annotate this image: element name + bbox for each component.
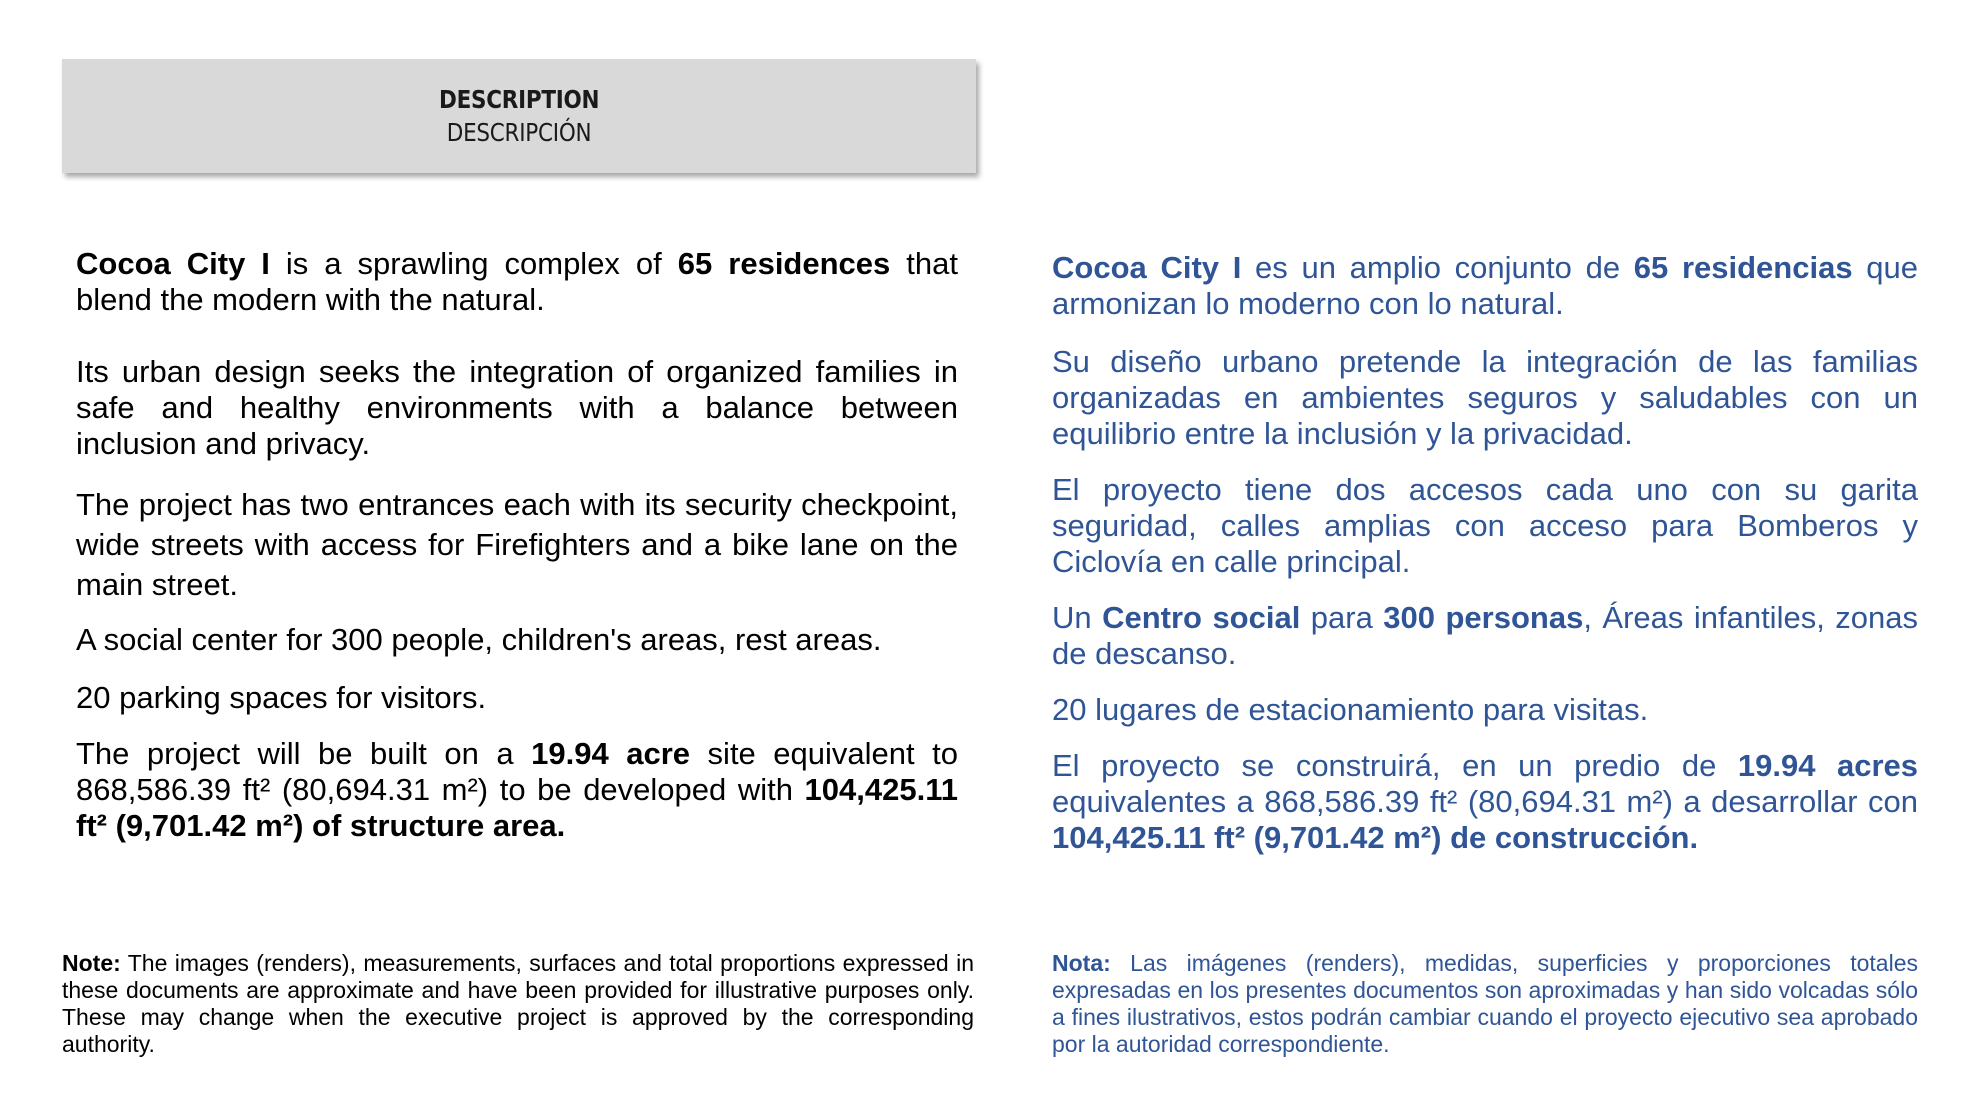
es-paragraph-social-center [1052,600,1918,672]
es-social-text-1: Un [1052,600,1103,635]
spanish-note [1052,950,1918,1058]
es-paragraph-site [1052,748,1918,856]
english-note [62,950,974,1058]
en-intro-text-1: is a sprawling complex of [269,246,678,281]
en-paragraph-intro [76,246,958,318]
en-paragraph-urban-design: Its urban design seeks the integration of organized families in safe and healthy environments with a balance between inclusion and privacy. [76,354,958,461]
en-project-name: Cocoa City I [76,246,270,281]
es-site-acres: 19.94 acres [1737,748,1919,783]
en-structure-area: 104,425.11 ft² (9,701.42 m²) of structure area. [76,772,958,843]
en-note-text: The images (renders), measurements, surfaces and total proportions expressed in these documents are approximate and have been provided for illustrative purposes only. These may change when the executive project is approved by the corresponding authority. [62,950,974,1057]
en-site-text-2: site equivalent to 868,586.39 ft² (80,694.31 m²) to be developed with [76,736,959,807]
es-paragraph-entrances: El proyecto tiene dos accesos cada uno con su garita seguridad, calles amplias con acceso para Bomberos y Ciclovía en calle principal. [1052,472,1918,579]
es-social-text-3: , Áreas infantiles, zonas de descanso. [1052,600,1918,671]
description-header [62,59,976,173]
es-residences-count: 65 residencias [1633,250,1853,285]
es-construction-area: 104,425.11 ft² (9,701.42 m²) de construcción. [1052,820,1699,855]
en-site-acres: 19.94 acre [531,736,691,771]
es-note-label: Nota: [1052,950,1111,976]
en-note-label: Note: [62,950,121,976]
es-people-count: 300 personas [1383,600,1584,635]
en-paragraph-parking: 20 parking spaces for visitors. [76,680,487,715]
es-paragraph-intro [1052,250,1918,322]
es-project-name: Cocoa City I [1052,250,1242,285]
header-title-es: DESCRIPCIÓN [446,118,592,147]
en-intro-text-2: that blend the modern with the natural. [76,246,958,317]
es-intro-text-1: es un amplio conjunto de [1241,250,1634,285]
en-paragraph-social-center: A social center for 300 people, children's areas, rest areas. [76,622,882,657]
es-note-text: Las imágenes (renders), medidas, superficies y proporciones totales expresadas en los presentes documentos son aproximadas y han sido volcadas sólo a fines ilustrativos, estos podrán cambiar cuando el proyecto ejecutivo sea aprobado por la autoridad correspondiente. [1052,950,1918,1057]
es-paragraph-urban-design: Su diseño urbano pretende la integración de las familias organizadas en ambientes seguros y saludables con un equilibrio entre la inclusión y la privacidad. [1052,344,1918,451]
en-paragraph-site [76,736,958,844]
es-paragraph-parking: 20 lugares de estacionamiento para visitas. [1052,692,1649,727]
en-residences-count: 65 residences [677,246,891,281]
en-site-text-1: The project will be built on a [76,736,532,771]
es-intro-text-2: que armonizan lo moderno con lo natural. [1052,250,1919,321]
es-social-center: Centro social [1102,600,1301,635]
es-social-text-2: para [1300,600,1384,635]
en-paragraph-entrances: The project has two entrances each with its security checkpoint, wide streets with access for Firefighters and a bike lane on the main street. [76,487,958,602]
es-site-text-2: equivalentes a 868,586.39 ft² (80,694.31 m²) a desarrollar con [1052,784,1918,819]
header-title-en: DESCRIPTION [438,85,600,114]
es-site-text-1: El proyecto se construirá, en un predio de [1052,748,1738,783]
